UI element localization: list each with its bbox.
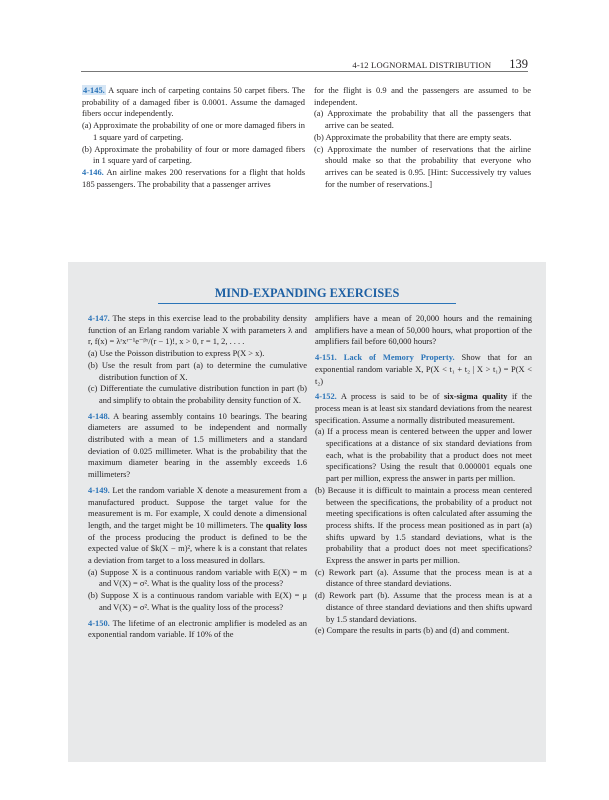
exercise-number: 4-150. — [88, 617, 110, 628]
header-rule — [81, 71, 528, 72]
exercise-text-continued: of the process producing the product is defined to be the expected value of $k(X − m)², where k is a constant that relates a deviation from target to a loss measured in dollars. — [88, 531, 307, 566]
exercise-text-continued: if the process mean is at least six standard deviations from the nearest specification. Assume a normally distributed measurement. — [315, 391, 532, 425]
mind-right-column — [315, 313, 532, 637]
exercise-4-150-continued: amplifiers have a mean of 20,000 hours and the remaining amplifiers have a mean of 50,000 hours, what proportion of the amplifiers fail before 60,000 hours? — [315, 313, 532, 347]
part-a: (a) If a process mean is centered between the upper and lower specifications at a distance of six standard deviations from each, what is the probability that a product does not meet specifications? Using the result that 0.000001 equals one part per million, express the answer in parts per million. — [315, 426, 532, 484]
part-c: (c) Rework part (a). Assume that the process mean is at a distance of three standard deviations. — [315, 566, 532, 589]
part-a: (a) Use the Poisson distribution to express P(X > x). — [88, 348, 265, 359]
part-b: (b) Approximate the probability of four or more damaged fibers in 1 square yard of carpeting. — [82, 143, 305, 166]
part-b: (b) Use the result from part (a) to determine the cumulative distribution function of X. — [88, 359, 307, 382]
key-term: Lack of Memory Property. — [343, 352, 455, 363]
key-term: quality loss — [265, 519, 307, 530]
exercise-number: 4-152. — [315, 391, 337, 402]
part-c: (c) Approximate the number of reservations that the airline should make so that the probability that everyone who arrives can be seated is 0.95. [Hint: Successively try values for the number of reservations.] — [314, 143, 531, 189]
exercise-4-152 — [315, 391, 532, 426]
exercise-4-147 — [88, 313, 307, 348]
exercise-text: A square inch of carpeting contains 50 carpet fibers. The probability of a damaged fiber is 0.0001. Assume the damaged fibers occur independently. — [82, 85, 305, 119]
exercise-number: 4-148. — [88, 410, 110, 421]
exercise-text: Show that for an exponential random variable X, P(X < t₁ + t₂ | X > t₁) = P(X < t₂) — [315, 352, 533, 386]
exercise-4-146 — [82, 167, 305, 190]
top-right-column — [314, 85, 531, 190]
exercise-number: 4-147. — [88, 313, 110, 323]
part-a: (a) Approximate the probability that all the passengers that arrive can be seated. — [314, 108, 531, 131]
exercise-text: The steps in this exercise lead to the probability density function of an Erlang random variable X with parameters λ and r, f(x) = λʳxʳ⁻¹e⁻ᵝˣ/(r − 1)!, x > 0, r = 1, 2, . . . . — [88, 313, 307, 347]
title-underline — [158, 303, 456, 304]
exercise-4-145 — [82, 85, 305, 120]
mind-expanding-title: MIND-EXPANDING EXERCISES — [214, 286, 400, 300]
exercise-4-150 — [88, 618, 307, 641]
exercise-4-149 — [88, 485, 307, 567]
exercise-text: A bearing assembly contains 10 bearings. The bearing diameters are assumed to be independent and normally distributed with a mean of 1.5 millimeters and a standard deviation of 0.025 millimeter. What is the probability that the maximum diameter bearing in the assembly exceeds 1.6 millimeters? — [88, 410, 307, 480]
exercise-4-151 — [315, 352, 532, 387]
part-b: (b) Approximate the probability that there are empty seats. — [314, 131, 512, 142]
exercise-number: 4-151. — [315, 352, 337, 363]
running-head — [352, 57, 528, 72]
exercise-number: 4-146. — [82, 166, 104, 177]
part-d: (d) Rework part (b). Assume that the process mean is at a distance of three standard deviations and then shifts upward by 1.5 standard deviations. — [315, 590, 532, 624]
key-term: six-sigma quality — [443, 391, 508, 402]
top-left-column — [82, 85, 305, 190]
part-b: (b) Because it is difficult to maintain a process mean centered between the specifications, the probability of a product not meeting specifications is often calculated after assuming the process shifts. If the process mean positioned as in part (a) shifts upward by 1.5 standard deviations, what is the probability that a product does not meet specifications? Express the answer in parts per million. — [315, 484, 532, 566]
exercise-text: A process is said to be of — [340, 391, 444, 402]
exercise-4-148 — [88, 411, 307, 481]
part-a: (a) Approximate the probability of one or more damaged fibers in 1 square yard of carpeting. — [82, 120, 305, 142]
part-e: (e) Compare the results in parts (b) and (d) and comment. — [315, 625, 510, 636]
part-c: (c) Differentiate the cumulative distribution function in part (b) and simplify to obtain the probability density function of X. — [88, 383, 307, 405]
section-title: 4-12 LOGNORMAL DISTRIBUTION — [352, 60, 492, 70]
part-b: (b) Suppose X is a continuous random variable with E(X) = μ and V(X) = σ². What is the quality loss of the process? — [88, 590, 307, 612]
exercise-text: Let the random variable X denote a measurement from a manufactured product. Suppose the target value for the measurement is m. For example, X could denote a dimensional length, and the target might be 10 millimeters. The — [88, 484, 308, 530]
exercise-number: 4-149. — [88, 484, 110, 495]
exercise-number: 4-145. — [83, 85, 105, 95]
page-number: 139 — [509, 57, 528, 71]
exercise-text: The lifetime of an electronic amplifier is modeled as an exponential random variable. If 10% of the — [88, 617, 307, 640]
mind-left-column — [88, 313, 307, 641]
exercise-text: An airline makes 200 reservations for a flight that holds 185 passengers. The probability that a passenger arrives — [82, 166, 306, 189]
part-a: (a) Suppose X is a continuous random variable with E(X) = m and V(X) = σ². What is the quality loss of the process? — [88, 566, 307, 589]
exercise-4-146-continued: for the flight is 0.9 and the passengers are assumed to be independent. — [314, 85, 531, 107]
